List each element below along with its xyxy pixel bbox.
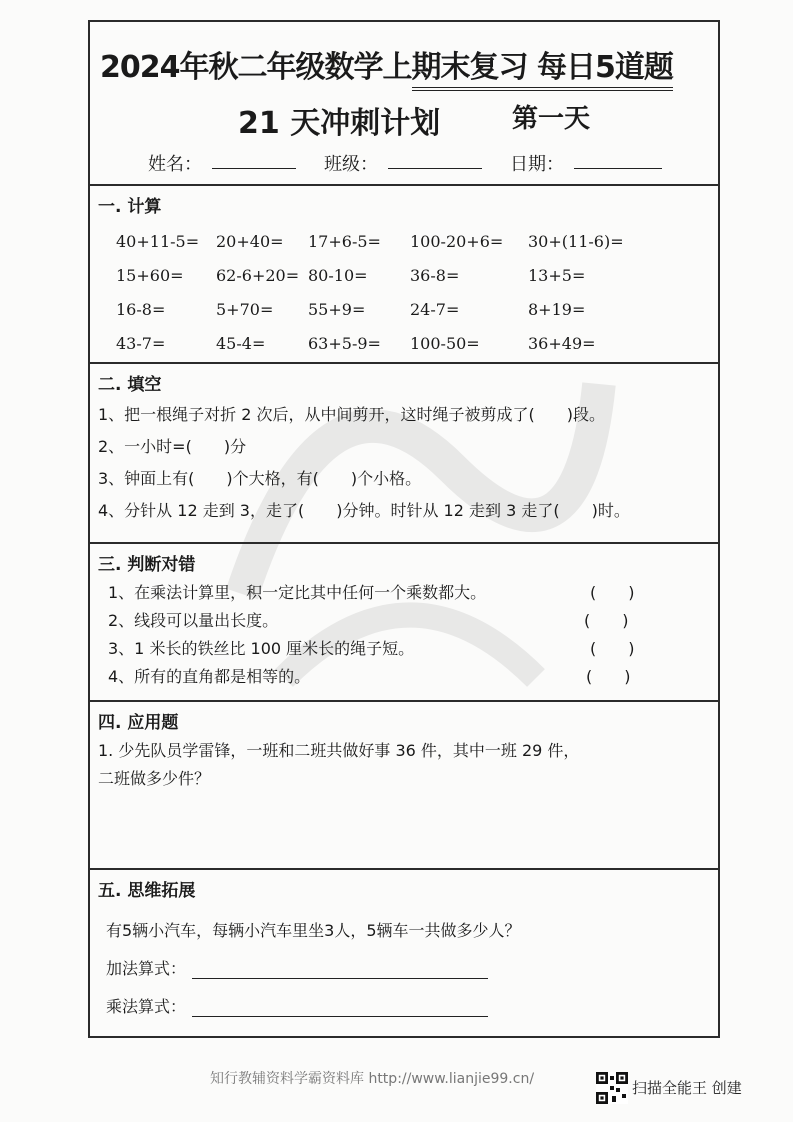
section-true-false (90, 542, 718, 700)
calc-problem[interactable]: 13+5= (528, 265, 586, 285)
calc-problem[interactable]: 63+5-9= (308, 333, 381, 353)
calc-problem[interactable]: 5+70= (216, 299, 274, 319)
multiplication-label: 乘法算式： (106, 997, 187, 1016)
thinking-question: 有5辆小汽车，每辆小汽车里坐3人，5辆车一共做多少人？ (106, 921, 521, 940)
calc-problem[interactable]: 8+19= (528, 299, 586, 319)
addition-answer-field[interactable] (192, 960, 488, 979)
judge-answer-box[interactable]: ( ) (584, 611, 629, 630)
judge-answer-box[interactable]: ( ) (590, 583, 635, 602)
multiplication-row (106, 994, 488, 1017)
section-calculation (90, 184, 718, 362)
calc-problem[interactable]: 80-10= (308, 265, 368, 285)
page-title (100, 42, 700, 86)
title-part1: 2024年秋二年级数学上 (100, 50, 412, 85)
calc-row (116, 224, 706, 258)
calc-problem[interactable]: 43-7= (116, 333, 166, 353)
section-title: 四. 应用题 (98, 713, 179, 733)
section-thinking (90, 868, 718, 1036)
calc-problem[interactable]: 62-6+20= (216, 265, 300, 285)
calc-problem[interactable]: 17+6-5= (308, 231, 381, 251)
multiplication-answer-field[interactable] (192, 998, 488, 1017)
calc-problem[interactable]: 15+60= (116, 265, 184, 285)
calc-problem[interactable]: 20+40= (216, 231, 284, 251)
calc-problem[interactable]: 55+9= (308, 299, 366, 319)
judge-item: 3、1 米长的铁丝比 100 厘米长的绳子短。 (108, 639, 415, 658)
calc-problem[interactable]: 36-8= (410, 265, 460, 285)
section-fill-blank (90, 362, 718, 542)
addition-row (106, 956, 488, 979)
day-label: 第一天 (512, 104, 591, 134)
judge-answer-box[interactable]: ( ) (586, 667, 631, 686)
calc-problem[interactable]: 24-7= (410, 299, 460, 319)
judge-answer-box[interactable]: ( ) (590, 639, 635, 658)
footer-brand: 扫描全能王 创建 (632, 1079, 742, 1097)
judge-item: 4、所有的直角都是相等的。 (108, 667, 311, 686)
date-field[interactable] (574, 150, 662, 169)
problem-line: 二班做多少件？ (98, 769, 211, 788)
fill-item[interactable]: 2、一小时=( )分 (98, 437, 247, 456)
calc-problem[interactable]: 36+49= (528, 333, 596, 353)
section-word-problem (90, 700, 718, 868)
name-field[interactable] (212, 150, 296, 169)
calc-problem[interactable]: 40+11-5= (116, 231, 200, 251)
title-part2: 期末复习 每日5道题 (412, 50, 673, 91)
worksheet (88, 20, 720, 1038)
qr-code-icon (596, 1072, 628, 1104)
addition-label: 加法算式： (106, 959, 187, 978)
fill-item[interactable]: 4、分针从 12 走到 3，走了( )分钟。时针从 12 走到 3 走了( )时。 (98, 501, 630, 520)
calc-row (116, 292, 706, 326)
class-label: 班级： (324, 154, 378, 175)
fill-item[interactable]: 1、把一根绳子对折 2 次后，从中间剪开，这时绳子被剪成了( )段。 (98, 405, 606, 424)
judge-item: 2、线段可以量出长度。 (108, 611, 279, 630)
calculation-grid (116, 224, 706, 360)
problem-line: 1. 少先队员学雷锋，一班和二班共做好事 36 件，其中一班 29 件， (98, 741, 580, 760)
calc-problem[interactable]: 100-50= (410, 333, 480, 353)
calc-problem[interactable]: 16-8= (116, 299, 166, 319)
name-label: 姓名： (148, 154, 202, 175)
worksheet-header (90, 22, 718, 184)
fill-item[interactable]: 3、钟面上有( )个大格，有( )个小格。 (98, 469, 422, 488)
footer-source: 知行教辅资料学霸资料库 http://www.lianjie99.cn/ (210, 1071, 535, 1087)
date-label: 日期： (510, 154, 564, 175)
subtitle: 21 天冲刺计划 (238, 106, 441, 141)
calc-problem[interactable]: 45-4= (216, 333, 266, 353)
section-title: 一. 计算 (98, 197, 162, 217)
student-info-line (148, 150, 688, 176)
judge-item: 1、在乘法计算里，积一定比其中任何一个乘数都大。 (108, 583, 487, 602)
calc-problem[interactable]: 30+(11-6)= (528, 231, 624, 251)
calc-problem[interactable]: 100-20+6= (410, 231, 504, 251)
calc-row (116, 258, 706, 292)
class-field[interactable] (388, 150, 482, 169)
section-title: 二. 填空 (98, 375, 162, 395)
section-title: 三. 判断对错 (98, 555, 196, 575)
calc-row (116, 326, 706, 360)
section-title: 五. 思维拓展 (98, 881, 196, 901)
